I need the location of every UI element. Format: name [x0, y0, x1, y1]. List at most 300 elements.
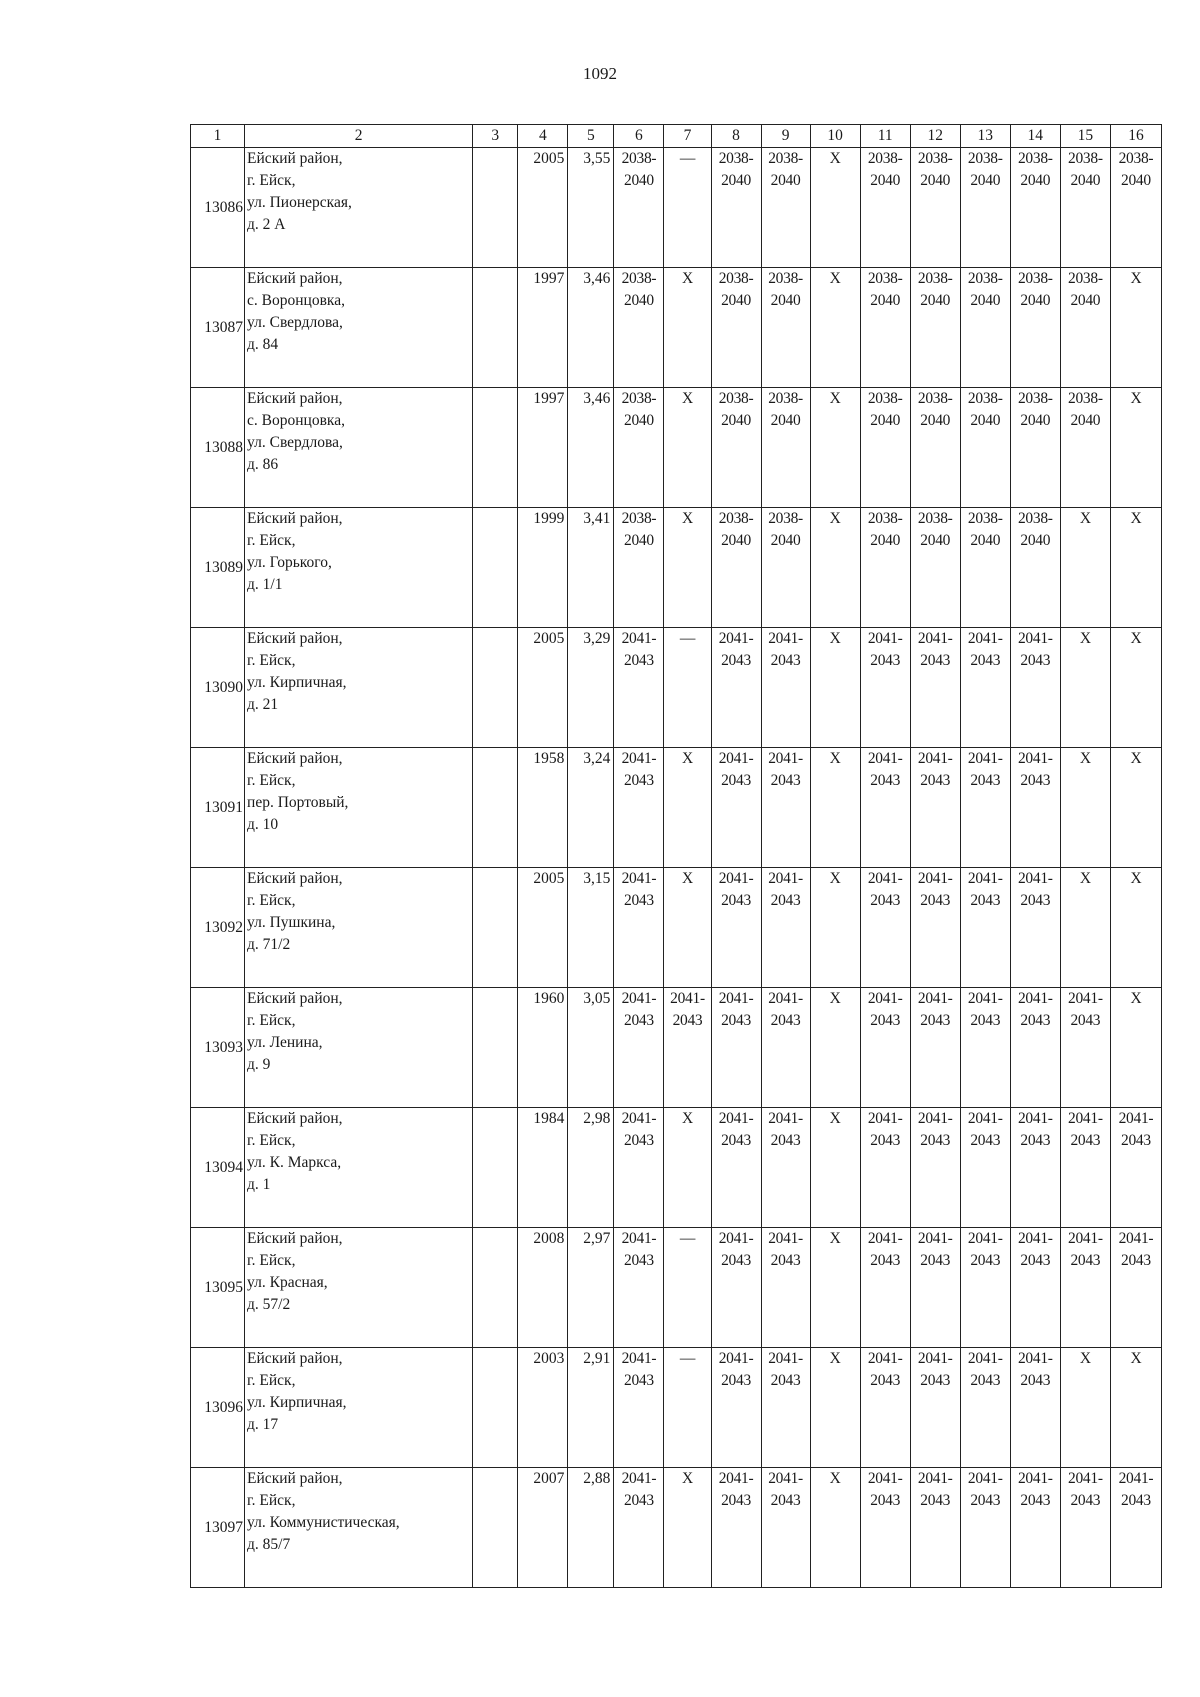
period-end: 2043	[970, 1012, 1001, 1029]
period-start: 2038-	[967, 150, 1003, 167]
period-end: 2040	[870, 532, 901, 549]
cell-col-9	[761, 748, 810, 868]
address-line: ул. Свердлова,	[247, 314, 343, 331]
period-start: 2038-	[1017, 270, 1053, 287]
address-line: г. Ейск,	[247, 1012, 296, 1029]
cell-col-4: 2005	[518, 628, 568, 748]
address-line: Ейский район,	[247, 150, 343, 167]
period-start: 2041-	[1118, 1110, 1154, 1127]
cell-col-12	[910, 1228, 960, 1348]
address-line: д. 10	[247, 816, 279, 833]
period-end: 2040	[1020, 172, 1051, 189]
period-end: 2043	[1020, 1012, 1051, 1029]
cell-col-10: X	[810, 148, 860, 268]
period-end: 2040	[624, 172, 654, 189]
cell-col-15	[1060, 1228, 1110, 1348]
cell-col-3	[473, 1468, 518, 1588]
cell-col-14	[1010, 1228, 1060, 1348]
period-start: 2038-	[768, 150, 803, 167]
address-line: г. Ейск,	[247, 892, 296, 909]
cell-col-15	[1060, 148, 1110, 268]
cell-col-14	[1010, 748, 1060, 868]
cell-col-10: X	[810, 988, 860, 1108]
cell-col-15	[1060, 388, 1110, 508]
period-end: 2043	[1020, 772, 1051, 789]
period-end: 2043	[1020, 1252, 1051, 1269]
cell-col-9	[761, 268, 810, 388]
period-end: 2043	[1070, 1132, 1101, 1149]
table-row	[191, 508, 1162, 628]
period-end: 2040	[870, 292, 901, 309]
period-start: 2041-	[621, 990, 657, 1007]
address-line: Ейский район,	[247, 1230, 343, 1247]
cell-col-9	[761, 148, 810, 268]
record-id-cell: 13097	[191, 1468, 245, 1588]
address-cell	[245, 1468, 473, 1588]
period-start: 2038-	[768, 510, 803, 527]
column-header-3: 3	[473, 125, 518, 148]
period-end: 2040	[770, 292, 801, 309]
period-start: 2041-	[1017, 630, 1053, 647]
column-header-9: 9	[761, 125, 810, 148]
cell-col-12	[910, 1468, 960, 1588]
column-header-13: 13	[960, 125, 1010, 148]
cell-col-6	[614, 868, 664, 988]
period-start: 2041-	[867, 1230, 903, 1247]
period-start: 2041-	[621, 1110, 657, 1127]
cell-col-3	[473, 1108, 518, 1228]
cell-col-8	[711, 1228, 761, 1348]
cell-col-16	[1110, 1468, 1161, 1588]
address-cell	[245, 1108, 473, 1228]
period-end: 2043	[870, 892, 901, 909]
cell-col-12	[910, 148, 960, 268]
period-end: 2043	[1121, 1492, 1151, 1509]
record-id-cell: 13088	[191, 388, 245, 508]
cell-col-4: 1984	[518, 1108, 568, 1228]
cell-col-4: 1997	[518, 388, 568, 508]
period-end: 2043	[920, 1012, 951, 1029]
period-start: 2038-	[867, 270, 903, 287]
address-cell	[245, 748, 473, 868]
cell-col-7: —	[664, 628, 711, 748]
period-start: 2038-	[1068, 270, 1103, 287]
cell-col-6	[614, 1228, 664, 1348]
record-id-cell: 13093	[191, 988, 245, 1108]
cell-col-3	[473, 1228, 518, 1348]
cell-col-5: 2,97	[568, 1228, 614, 1348]
period-start: 2041-	[1068, 1230, 1103, 1247]
period-start: 2041-	[967, 1350, 1003, 1367]
cell-col-5: 2,91	[568, 1348, 614, 1468]
period-end: 2040	[970, 412, 1001, 429]
cell-col-11	[860, 988, 910, 1108]
period-end: 2043	[1020, 652, 1051, 669]
period-start: 2041-	[1068, 990, 1103, 1007]
period-end: 2040	[1070, 292, 1101, 309]
period-start: 2041-	[768, 870, 803, 887]
page-number: 1092	[583, 64, 617, 83]
column-header-1: 1	[191, 125, 245, 148]
period-end: 2043	[1020, 1372, 1051, 1389]
cell-col-15: X	[1060, 1348, 1110, 1468]
cell-col-4: 1999	[518, 508, 568, 628]
cell-col-11	[860, 628, 910, 748]
address-line: Ейский район,	[247, 390, 343, 407]
cell-col-8	[711, 1108, 761, 1228]
cell-col-3	[473, 628, 518, 748]
cell-col-7: X	[664, 748, 711, 868]
period-end: 2043	[1020, 1132, 1051, 1149]
cell-col-16	[1110, 1108, 1161, 1228]
cell-col-13	[960, 268, 1010, 388]
cell-col-12	[910, 388, 960, 508]
period-end: 2043	[870, 772, 901, 789]
address-line: ул. Ленина,	[247, 1034, 323, 1051]
record-id-cell: 13096	[191, 1348, 245, 1468]
cell-col-10: X	[810, 628, 860, 748]
address-cell	[245, 148, 473, 268]
address-line: ул. Красная,	[247, 1274, 328, 1291]
cell-col-14	[1010, 1348, 1060, 1468]
cell-col-3	[473, 1348, 518, 1468]
cell-col-9	[761, 628, 810, 748]
period-end: 2043	[970, 1492, 1001, 1509]
address-line: с. Воронцовка,	[247, 412, 345, 429]
period-start: 2041-	[768, 630, 803, 647]
period-end: 2043	[770, 772, 801, 789]
period-start: 2041-	[967, 750, 1003, 767]
cell-col-15	[1060, 1108, 1110, 1228]
cell-col-16: X	[1110, 628, 1161, 748]
period-start: 2041-	[1118, 1470, 1154, 1487]
record-id-cell: 13092	[191, 868, 245, 988]
period-start: 2041-	[621, 1230, 657, 1247]
period-end: 2043	[1121, 1252, 1151, 1269]
cell-col-12	[910, 268, 960, 388]
cell-col-6	[614, 988, 664, 1108]
cell-col-10: X	[810, 868, 860, 988]
cell-col-11	[860, 508, 910, 628]
period-start: 2041-	[718, 750, 754, 767]
cell-col-6	[614, 1108, 664, 1228]
cell-col-11	[860, 1348, 910, 1468]
period-end: 2040	[920, 412, 951, 429]
period-end: 2043	[920, 1132, 951, 1149]
table-row	[191, 868, 1162, 988]
cell-col-15	[1060, 1468, 1110, 1588]
period-start: 2038-	[917, 510, 953, 527]
table-row	[191, 628, 1162, 748]
period-start: 2041-	[1118, 1230, 1154, 1247]
period-end: 2043	[920, 772, 951, 789]
cell-col-16: X	[1110, 868, 1161, 988]
cell-col-11	[860, 388, 910, 508]
cell-col-13	[960, 388, 1010, 508]
address-line: Ейский район,	[247, 510, 343, 527]
cell-col-8	[711, 148, 761, 268]
cell-col-7: X	[664, 1108, 711, 1228]
cell-col-3	[473, 508, 518, 628]
period-end: 2043	[770, 1252, 801, 1269]
address-line: д. 1/1	[247, 576, 283, 593]
cell-col-16: X	[1110, 268, 1161, 388]
period-start: 2041-	[718, 990, 754, 1007]
address-cell	[245, 1348, 473, 1468]
column-header-10: 10	[810, 125, 860, 148]
cell-col-9	[761, 388, 810, 508]
record-id-cell: 13091	[191, 748, 245, 868]
period-end: 2043	[624, 1132, 654, 1149]
cell-col-16	[1110, 148, 1161, 268]
column-header-2: 2	[245, 125, 473, 148]
cell-col-5: 3,24	[568, 748, 614, 868]
period-end: 2043	[721, 1252, 751, 1269]
cell-col-8	[711, 508, 761, 628]
period-start: 2041-	[718, 1110, 754, 1127]
address-line: д. 86	[247, 456, 279, 473]
cell-col-11	[860, 1108, 910, 1228]
column-header-12: 12	[910, 125, 960, 148]
period-start: 2041-	[917, 870, 953, 887]
period-end: 2043	[970, 1252, 1001, 1269]
period-start: 2041-	[867, 1110, 903, 1127]
period-start: 2041-	[967, 1470, 1003, 1487]
period-start: 2041-	[768, 750, 803, 767]
period-end: 2043	[870, 1132, 901, 1149]
address-cell	[245, 1228, 473, 1348]
cell-col-7: X	[664, 388, 711, 508]
period-end: 2043	[721, 1372, 751, 1389]
cell-col-11	[860, 268, 910, 388]
address-line: д. 9	[247, 1056, 271, 1073]
cell-col-6	[614, 628, 664, 748]
period-end: 2043	[1070, 1012, 1101, 1029]
column-header-7: 7	[664, 125, 711, 148]
period-start: 2041-	[718, 1230, 754, 1247]
column-header-16: 16	[1110, 125, 1161, 148]
address-line: ул. Коммунистическая,	[247, 1514, 400, 1531]
cell-col-16	[1110, 1228, 1161, 1348]
period-start: 2041-	[1017, 990, 1053, 1007]
address-line: г. Ейск,	[247, 772, 296, 789]
period-end: 2043	[920, 1252, 951, 1269]
cell-col-15: X	[1060, 508, 1110, 628]
period-end: 2043	[1070, 1252, 1101, 1269]
period-start: 2041-	[768, 1470, 803, 1487]
cell-col-5: 3,41	[568, 508, 614, 628]
period-end: 2043	[721, 652, 751, 669]
cell-col-8	[711, 268, 761, 388]
cell-col-11	[860, 748, 910, 868]
period-start: 2038-	[718, 270, 754, 287]
address-line: ул. Кирпичная,	[247, 674, 347, 691]
cell-col-3	[473, 748, 518, 868]
period-end: 2040	[970, 172, 1001, 189]
record-id-cell: 13090	[191, 628, 245, 748]
cell-col-4: 2008	[518, 1228, 568, 1348]
period-start: 2041-	[621, 870, 657, 887]
cell-col-4: 2007	[518, 1468, 568, 1588]
address-line: д. 21	[247, 696, 279, 713]
period-end: 2040	[1020, 412, 1051, 429]
period-start: 2041-	[1017, 1470, 1053, 1487]
cell-col-16: X	[1110, 748, 1161, 868]
cell-col-8	[711, 988, 761, 1108]
cell-col-5: 3,55	[568, 148, 614, 268]
period-end: 2040	[1020, 532, 1051, 549]
period-start: 2038-	[1068, 390, 1103, 407]
period-start: 2041-	[718, 630, 754, 647]
period-end: 2040	[870, 172, 901, 189]
period-end: 2043	[770, 1132, 801, 1149]
period-end: 2043	[870, 652, 901, 669]
cell-col-9	[761, 1228, 810, 1348]
period-start: 2038-	[718, 510, 754, 527]
address-line: г. Ейск,	[247, 1492, 296, 1509]
column-header-5: 5	[568, 125, 614, 148]
cell-col-10: X	[810, 1228, 860, 1348]
period-end: 2043	[721, 1012, 751, 1029]
cell-col-5: 3,05	[568, 988, 614, 1108]
cell-col-4: 1958	[518, 748, 568, 868]
cell-col-9	[761, 1348, 810, 1468]
cell-col-11	[860, 148, 910, 268]
period-start: 2041-	[621, 630, 657, 647]
period-end: 2040	[1121, 172, 1151, 189]
period-end: 2043	[721, 892, 751, 909]
period-start: 2038-	[1017, 390, 1053, 407]
period-start: 2041-	[917, 1350, 953, 1367]
period-end: 2043	[1121, 1132, 1151, 1149]
cell-col-5: 3,29	[568, 628, 614, 748]
cell-col-7: X	[664, 508, 711, 628]
address-line: пер. Портовый,	[247, 794, 349, 811]
period-start: 2041-	[718, 870, 754, 887]
address-line: д. 1	[247, 1176, 271, 1193]
column-header-row	[191, 125, 1162, 148]
cell-col-13	[960, 1108, 1010, 1228]
address-line: ул. Пушкина,	[247, 914, 336, 931]
period-start: 2041-	[917, 990, 953, 1007]
cell-col-10: X	[810, 268, 860, 388]
cell-col-5: 3,46	[568, 388, 614, 508]
cell-col-12	[910, 868, 960, 988]
cell-col-13	[960, 1348, 1010, 1468]
cell-col-11	[860, 1468, 910, 1588]
period-end: 2043	[721, 1492, 751, 1509]
cell-col-9	[761, 1108, 810, 1228]
period-end: 2043	[970, 772, 1001, 789]
period-start: 2041-	[718, 1470, 754, 1487]
period-start: 2041-	[768, 1230, 803, 1247]
record-id-cell: 13087	[191, 268, 245, 388]
column-header-6: 6	[614, 125, 664, 148]
cell-col-13	[960, 1228, 1010, 1348]
cell-col-16: X	[1110, 388, 1161, 508]
cell-col-8	[711, 1468, 761, 1588]
period-start: 2038-	[967, 510, 1003, 527]
cell-col-14	[1010, 988, 1060, 1108]
column-header-8: 8	[711, 125, 761, 148]
period-start: 2038-	[867, 150, 903, 167]
period-end: 2043	[920, 892, 951, 909]
period-end: 2043	[920, 1492, 951, 1509]
address-line: д. 17	[247, 1416, 279, 1433]
cell-col-3	[473, 988, 518, 1108]
period-end: 2040	[721, 412, 751, 429]
period-end: 2040	[721, 292, 751, 309]
cell-col-5: 2,98	[568, 1108, 614, 1228]
cell-col-4: 2005	[518, 148, 568, 268]
address-line: ул. Свердлова,	[247, 434, 343, 451]
table-row	[191, 1108, 1162, 1228]
cell-col-8	[711, 868, 761, 988]
cell-col-4: 1960	[518, 988, 568, 1108]
record-id-cell: 13095	[191, 1228, 245, 1348]
period-start: 2041-	[621, 1350, 657, 1367]
period-end: 2043	[624, 1012, 654, 1029]
period-end: 2040	[1020, 292, 1051, 309]
period-start: 2038-	[917, 150, 953, 167]
period-end: 2040	[920, 172, 951, 189]
cell-col-15	[1060, 268, 1110, 388]
period-start: 2038-	[621, 270, 657, 287]
cell-col-5: 3,15	[568, 868, 614, 988]
cell-col-7: X	[664, 1468, 711, 1588]
cell-col-12	[910, 748, 960, 868]
address-line: д. 2 А	[247, 216, 286, 233]
cell-col-14	[1010, 868, 1060, 988]
period-start: 2041-	[867, 990, 903, 1007]
period-start: 2041-	[768, 990, 803, 1007]
period-end: 2043	[1020, 892, 1051, 909]
cell-col-13	[960, 868, 1010, 988]
period-start: 2041-	[867, 1470, 903, 1487]
period-end: 2043	[920, 652, 951, 669]
column-header-4: 4	[518, 125, 568, 148]
cell-col-13	[960, 1468, 1010, 1588]
period-start: 2041-	[1017, 1230, 1053, 1247]
cell-col-11	[860, 868, 910, 988]
period-start: 2041-	[917, 1110, 953, 1127]
cell-col-10: X	[810, 748, 860, 868]
period-start: 2038-	[917, 270, 953, 287]
period-start: 2041-	[1017, 750, 1053, 767]
period-start: 2041-	[917, 1230, 953, 1247]
address-cell	[245, 988, 473, 1108]
cell-col-14	[1010, 508, 1060, 628]
address-line: с. Воронцовка,	[247, 292, 345, 309]
period-start: 2041-	[967, 1110, 1003, 1127]
period-start: 2041-	[1068, 1470, 1103, 1487]
cell-col-13	[960, 628, 1010, 748]
period-start: 2041-	[917, 630, 953, 647]
period-start: 2038-	[621, 510, 657, 527]
period-start: 2038-	[718, 150, 754, 167]
cell-col-14	[1010, 628, 1060, 748]
cell-col-7	[664, 988, 711, 1108]
period-end: 2040	[920, 532, 951, 549]
cell-col-14	[1010, 1468, 1060, 1588]
cell-col-4: 2005	[518, 868, 568, 988]
cell-col-9	[761, 988, 810, 1108]
cell-col-6	[614, 1348, 664, 1468]
period-end: 2040	[970, 292, 1001, 309]
period-end: 2043	[770, 652, 801, 669]
period-end: 2043	[624, 1372, 654, 1389]
period-start: 2041-	[1068, 1110, 1103, 1127]
